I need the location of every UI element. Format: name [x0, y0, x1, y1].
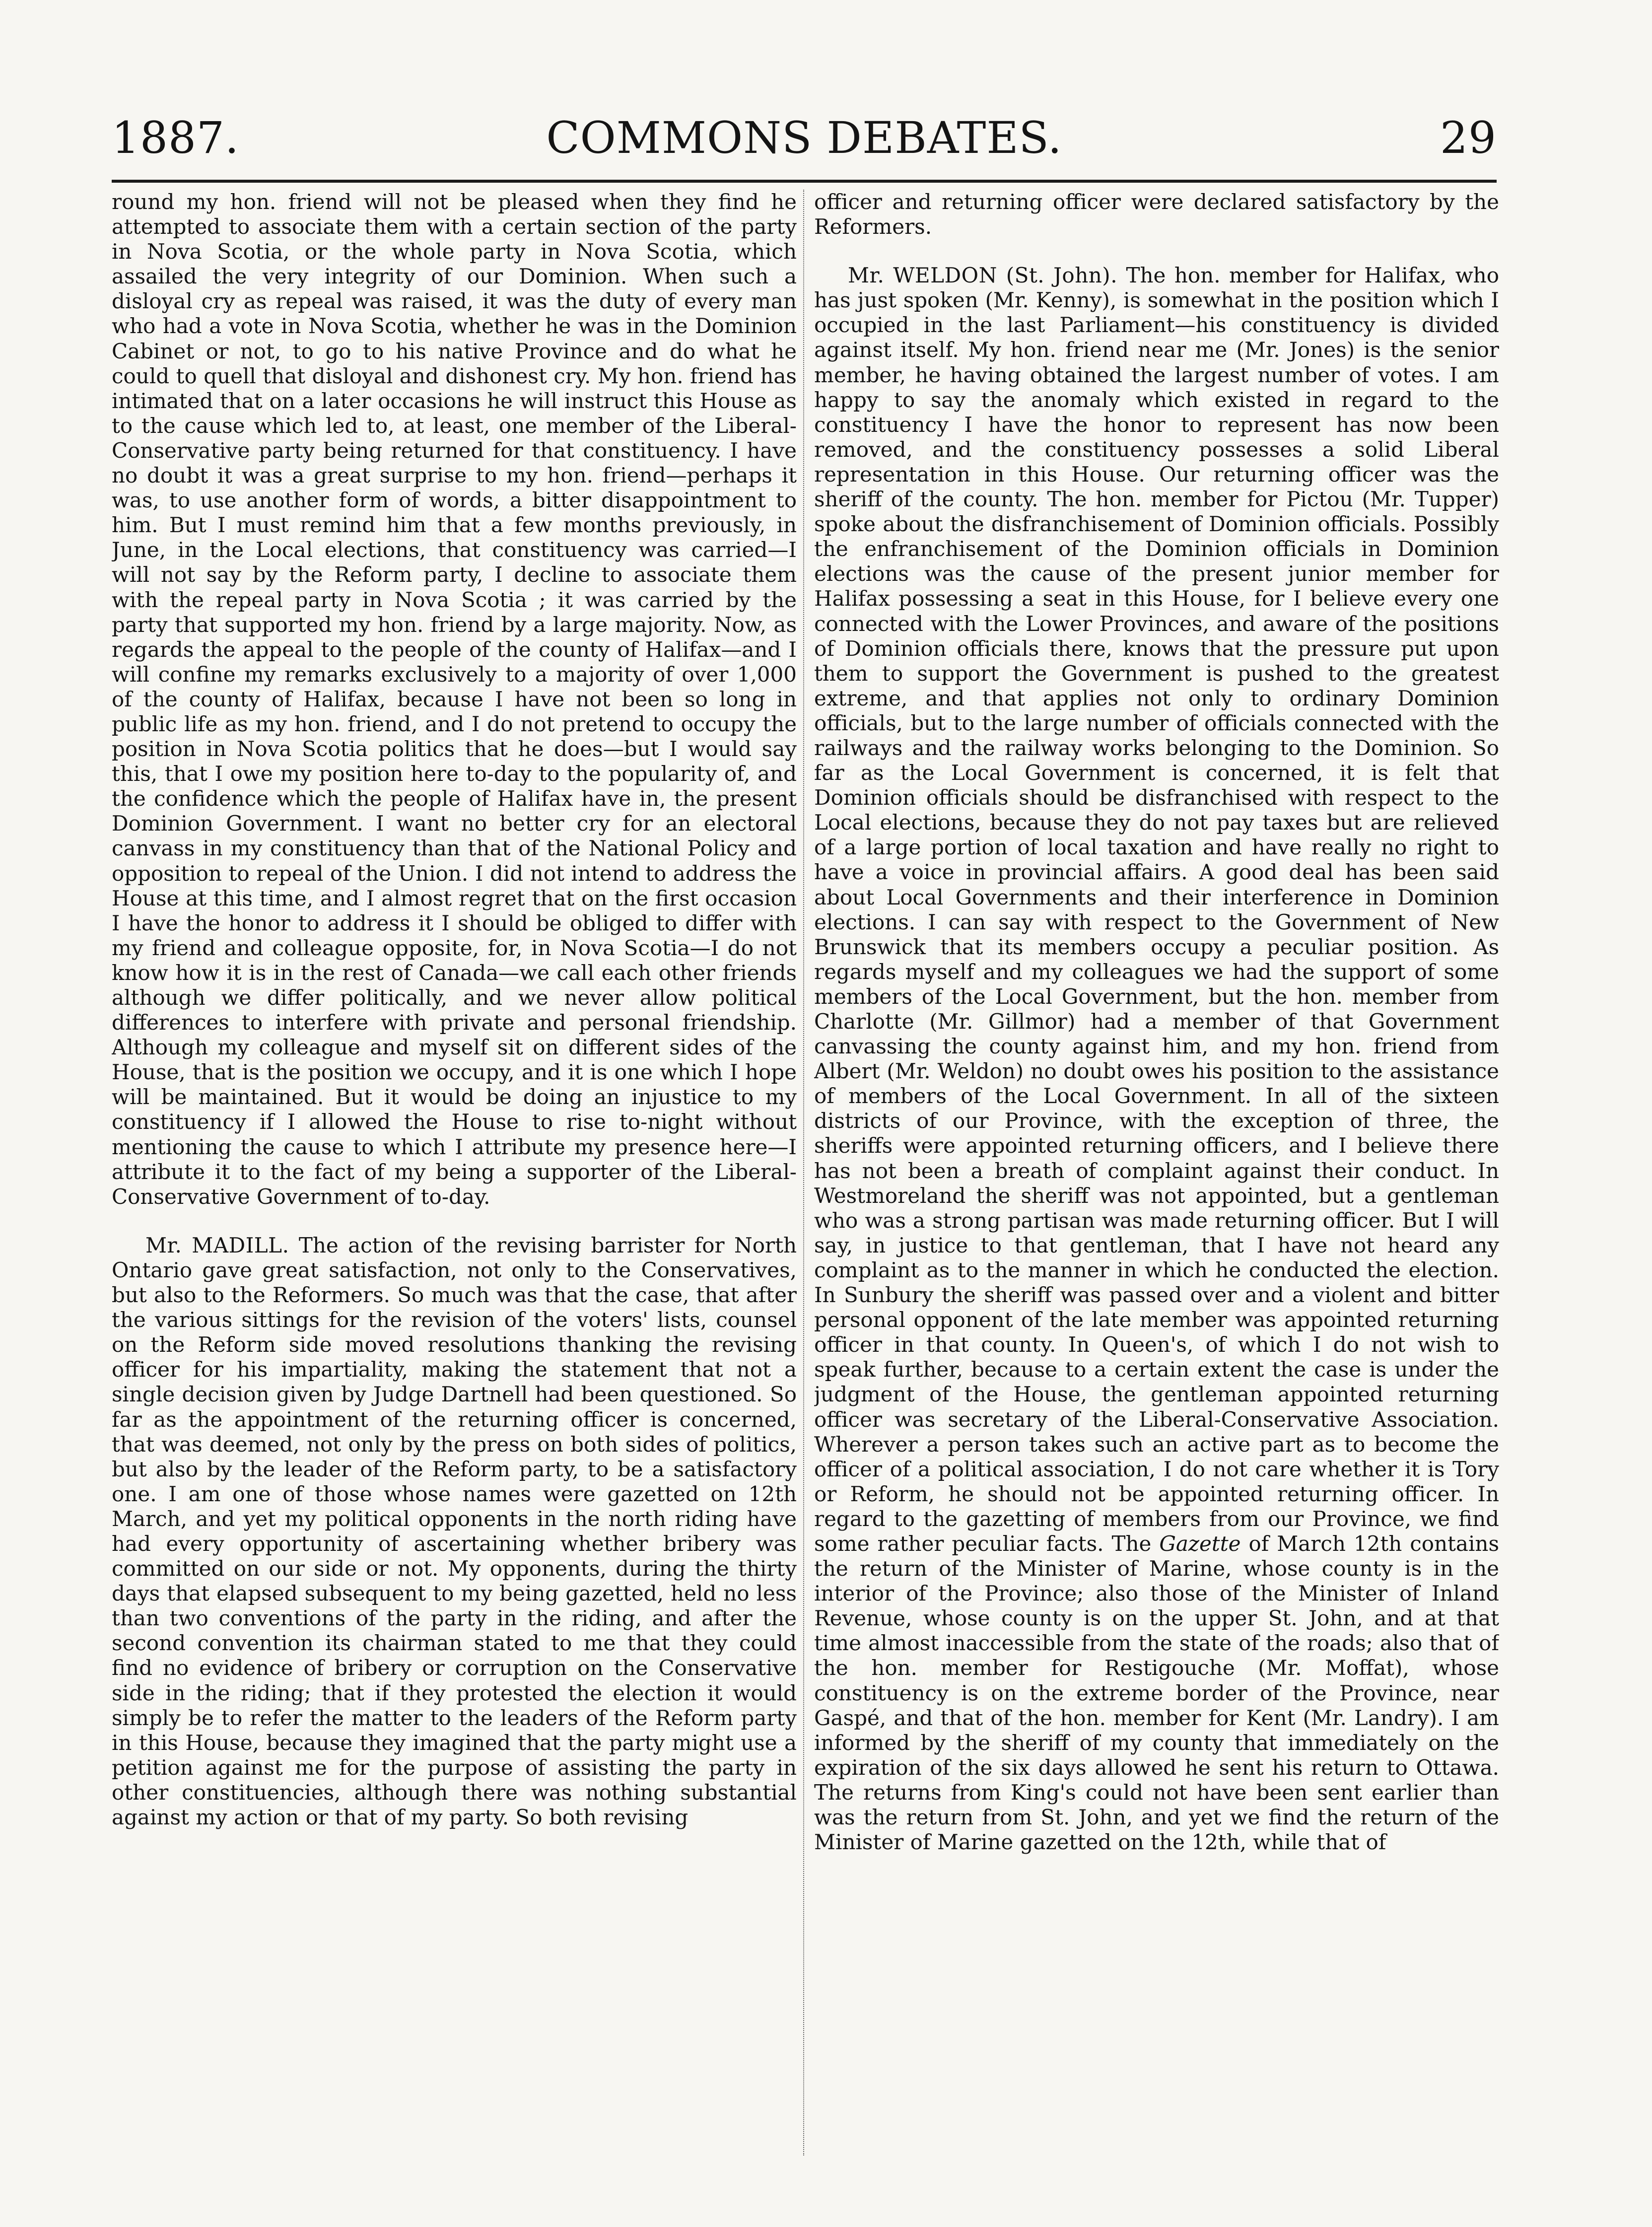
speaker-madill: Mr. MADILL. — [145, 1233, 289, 1257]
header-page-number: 29 — [1440, 112, 1497, 163]
speaker-weldon: Mr. WELDON (St. John). — [848, 263, 1118, 288]
gazette-italic: Gazette — [1159, 1531, 1241, 1556]
page-header — [112, 108, 1497, 168]
madill-speech: The action of the revising barrister for North Ontario gave great satisfaction, not only to the Conservatives, but also to the Reformers. So much was that the case, that after the various sittings for the revision of the voters' lists, counsel on the Reform side moved resolutions thanking the revising officer for his impartiality, making the statement that not a single decision given by Judge Dartnell had been questioned. So far as the appointment of the returning officer is concerned, that was deemed, not only by the press on both sides of politics, but also by the leader of the Reform party, to be a satisfactory one. I am one of those whose names were gazetted on 12th March, and yet my political opponents in the north riding have had every opportunity of ascertaining whether bribery was committed on our side or not. My opponents, during the thirty days that elapsed subsequent to my being gazetted, held no less than two conventions of the party in the riding, and after the second convention its chairman stated to me that they could find no evidence of bribery or corruption on the Conservative side in the riding; that if they protested the election it would simply be to refer the matter to the leaders of the Reform party in this House, because they imagined that the party might use a petition against me for the purpose of assisting the party in other constituencies, although there was nothing substantial against my action or that of my party. So both revising — [112, 1233, 797, 1829]
header-year: 1887. — [112, 112, 239, 163]
weldon-speech-part2: of March 12th contains the return of the Minister of Marine, whose county is in the interior of the Province; also those of the Minister of Inland Revenue, whose county is on the upper St. John, and at that time almost inaccessible from the state of the roads; also that of the hon. member for Restigouche (Mr. Moffat), whose constituency is on the extreme border of the Province, near Gaspé, and that of the hon. member for Kent (Mr. Landry). I am informed by the sheriff of my county that immediately on the expiration of the six days allowed he sent his return to Ottawa. The returns from King's could not have been sent earlier than was the return from St. John, and yet we find the return of the Minister of Marine gazetted on the 12th, while that of — [814, 1531, 1499, 1855]
header-rule — [112, 180, 1497, 183]
column-divider — [803, 190, 804, 2156]
weldon-speech-part1: The hon. member for Halifax, who has just spoken (Mr. Kenny), is somewhat in the position which I occupied in the last Parliament—his constituency is divided against itself. My hon. friend near me (Mr. Jones) is the senior member, he having obtained the largest number of votes. I am happy to say the anomaly which existed in regard to the constituency I have the honor to represent has now been removed, and the constituency possesses a solid Liberal representation in this House. Our returning officer was the sheriff of the county. The hon. member for Pictou (Mr. Tupper) spoke about the disfranchisement of Dominion officials. Possibly the enfranchisement of the Dominion officials in Dominion elections was the cause of the present junior member for Halifax possessing a seat in this House, for I believe every one connected with the Lower Provinces, and aware of the positions of Dominion officials there, knows that the pressure put upon them to support the Government is pushed to the greatest extreme, and that applies not only to ordinary Dominion officials, but to the large number of officials connected with the railways and the railway works belonging to the Dominion. So far as the Local Government is concerned, it is felt that Dominion officials should be disfranchised with respect to the Local elections, because they do not pay taxes but are relieved of a large portion of local taxation and have really no right to have a voice in provincial affairs. A good deal has been said about Local Governments and their interference in Dominion elections. I can say with respect to the Government of New Brunswick that its members occupy a peculiar position. As regards myself and my colleagues we had the support of some members of the Local Government, but the hon. member from Charlotte (Mr. Gillmor) had a member of that Government canvassing the county against him, and my hon. friend from Albert (Mr. Weldon) no doubt owes his position to the assistance of members of the Local Government. In all of the sixteen districts of our Province, with the exception of three, the sheriffs were appointed returning officers, and I believe there has not been a breath of complaint against their conduct. In Westmoreland the sheriff was not appointed, but a gentleman who was a strong partisan was made returning officer. But I will say, in justice to that gentleman, that I have not heard any complaint as to the manner in which he conducted the election. In Sunbury the sheriff was passed over and a violent and bitter personal opponent of the late member was appointed returning officer in that county. In Queen's, of which I do not wish to speak further, because to a certain extent the case is under the judgment of the House, the gentleman appointed returning officer was secretary of the Liberal-Conservative Association. Wherever a person takes such an active part as to become the officer of a political association, I do not care whether it is Tory or Reform, he should not be appointed returning officer. In regard to the gazetting of members from our Province, we find some rather peculiar facts. The — [814, 263, 1499, 1556]
left-column — [112, 190, 797, 2165]
left-paragraph-continued: round my hon. friend will not be pleased when they find he attempted to associate them with a certain section of the party in Nova Scotia, or the whole party in Nova Scotia, which assailed the very integrity of our Dominion. When such a disloyal cry as repeal was raised, it was the duty of every man who had a vote in Nova Scotia, whether he was in the Dominion Cabinet or not, to go to his native Province and do what he could to quell that disloyal and dishonest cry. My hon. friend has intimated that on a later occasions he will instruct this House as to the cause which led to, at least, one member of the Liberal-Conservative party being returned for that constituency. I have no doubt it was a great surprise to my hon. friend—perhaps it was, to use another form of words, a bitter disappointment to him. But I must remind him that a few months previously, in June, in the Local elections, that constituency was carried—I will not say by the Reform party, I decline to associate them with the repeal party in Nova Scotia ; it was carried by the party that supported my hon. friend by a large majority. Now, as regards the appeal to the people of the county of Halifax—and I will confine my remarks exclusively to a majority of over 1,000 of the county of Halifax, because I have not been so long in public life as my hon. friend, and I do not pretend to occupy the position in Nova Scotia politics that he does—but I would say this, that I owe my position here to-day to the popularity of, and the confidence which the people of Halifax have in, the present Dominion Government. I want no better cry for an electoral canvass in my constituency than that of the National Policy and opposition to repeal of the Union. I did not intend to address the House at this time, and I almost regret that on the first occasion I have the honor to address it I should be obliged to differ with my friend and colleague opposite, for, in Nova Scotia—I do not know how it is in the rest of Canada—we call each other friends although we differ politically, and we never allow political differences to interfere with private and personal friendship. Although my colleague and myself sit on different sides of the House, that is the position we occupy, and it is one which I hope will be maintained. But it would be doing an injustice to my constituency if I allowed the House to rise to-night without mentioning the cause to which I attribute my presence here—I attribute it to the fact of my being a supporter of the Liberal-Conservative Government of to-day. — [112, 190, 797, 1209]
left-paragraph-madill — [112, 1233, 797, 1830]
right-column — [814, 190, 1499, 2165]
right-paragraph-weldon — [814, 263, 1499, 1855]
right-paragraph-continued: officer and returning officer were declared satisfactory by the Reformers. — [814, 190, 1499, 239]
header-title: COMMONS DEBATES. — [546, 112, 1062, 163]
